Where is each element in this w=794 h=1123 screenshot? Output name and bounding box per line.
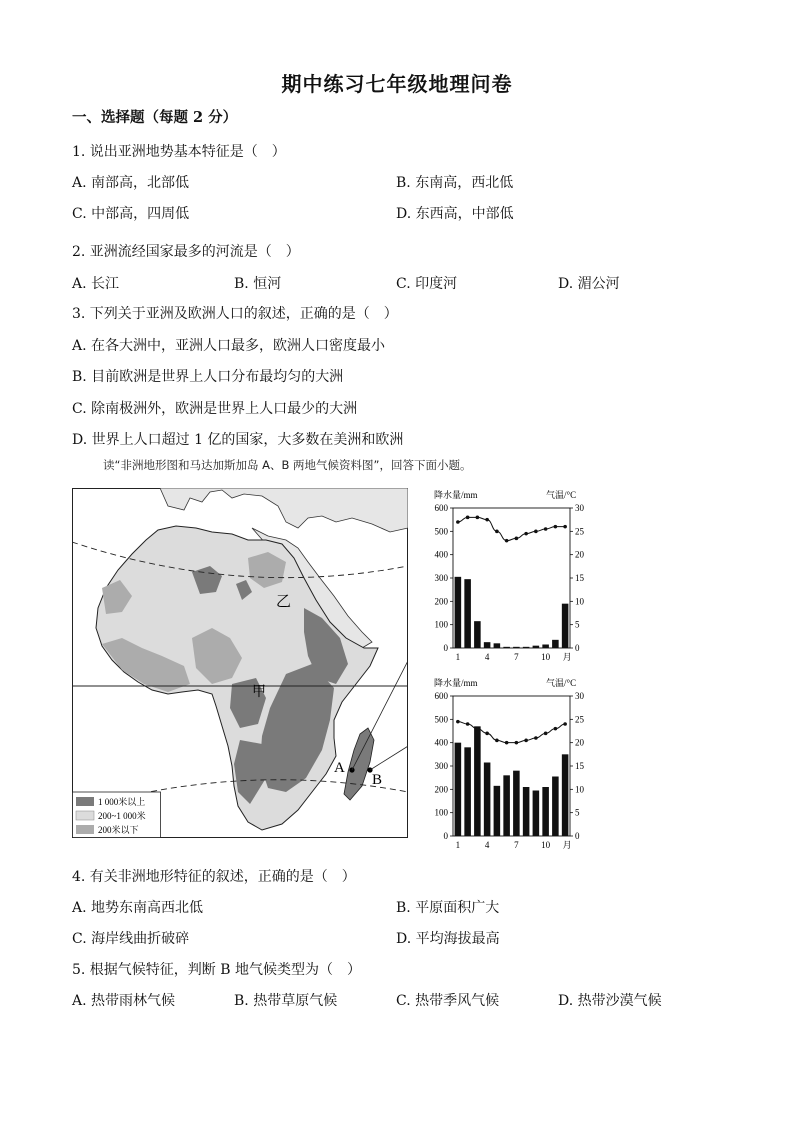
chart-a-y2tick-label: 10 — [575, 596, 584, 607]
legend-label-mid: 200~1 000米 — [98, 811, 146, 821]
chart-a-y2tick-label: 25 — [575, 526, 584, 537]
question-2-option-d[interactable]: D. 湄公河 — [558, 276, 620, 292]
chart-a-temperature-point — [563, 525, 567, 529]
chart-a-precip-bar — [523, 647, 530, 648]
chart-b-temperature-point — [476, 727, 480, 731]
chart-a-ytick-label: 100 — [434, 619, 448, 630]
legend-swatch-low — [76, 825, 94, 834]
question-5-option-b[interactable]: B. 热带草原气候 — [234, 993, 338, 1009]
chart-b-precip-bar — [484, 763, 491, 837]
chart-b-y2tick-label: 10 — [575, 784, 584, 795]
chart-b-temperature-line — [458, 722, 565, 743]
question-1-option-c[interactable]: C. 中部高，四周低 — [72, 206, 190, 222]
chart-a-temperature-point — [466, 516, 470, 520]
chart-a-precip-bar — [474, 621, 481, 648]
chart-a-precip-bar — [552, 640, 559, 648]
chart-a-temperature-point — [476, 516, 480, 520]
chart-b-precip-bar — [474, 726, 481, 836]
chart-a-y2tick-label: 30 — [575, 503, 584, 513]
question-3-option-a[interactable]: A. 在各大洲中，亚洲人口最多，欧洲人口密度最小 — [72, 338, 386, 354]
question-3-option-c[interactable]: C. 除南极洲外，欧洲是世界上人口最少的大洲 — [72, 401, 358, 417]
chart-b-temperature-point — [554, 727, 558, 731]
chart-a-xtick-label: 10 — [541, 652, 551, 662]
question-1-stem: 1. 说出亚洲地势基本特征是（ ） — [72, 144, 286, 160]
chart-b-y2label: 气温/°C — [546, 678, 577, 688]
chart-b-y2tick-label: 30 — [575, 691, 584, 701]
question-5-option-a[interactable]: A. 热带雨林气候 — [72, 993, 176, 1009]
chart-a-y2tick-label: 15 — [575, 573, 584, 583]
chart-b-xtick-unit: 月 — [562, 840, 572, 850]
chart-b-precip-bar — [494, 786, 501, 836]
chart-b-temperature-point — [505, 741, 509, 745]
chart-a-y2label: 气温/°C — [546, 490, 577, 500]
chart-b-y2tick-label: 25 — [575, 714, 584, 725]
chart-a-temperature-line — [458, 517, 565, 540]
chart-b-xtick-label: 4 — [484, 840, 490, 850]
question-2-option-a[interactable]: A. 长江 — [72, 276, 120, 292]
chart-a-precip-bar — [542, 645, 549, 649]
chart-b-ytick-label: 600 — [434, 691, 448, 701]
chart-b-precip-bar — [513, 771, 520, 836]
climate-chart-a — [420, 488, 590, 666]
chart-b-precip-bar — [552, 777, 559, 837]
chart-a-xtick-unit: 月 — [562, 652, 572, 662]
chart-b-precip-bar — [503, 775, 510, 836]
chart-a-y2tick-label: 20 — [575, 549, 584, 560]
chart-a-ytick-label: 200 — [434, 596, 448, 607]
chart-b-y2tick-label: 0 — [575, 831, 580, 841]
question-5-stem: 5. 根据气候特征，判断 B 地气候类型为（ ） — [72, 962, 361, 978]
chart-b-temperature-point — [515, 741, 519, 745]
chart-b-ytick-label: 500 — [434, 714, 448, 725]
chart-a-temperature-point — [495, 530, 499, 534]
chart-a-temperature-point — [485, 518, 489, 522]
chart-a-precip-bar — [494, 643, 501, 648]
chart-b-precip-bar — [533, 791, 540, 837]
page-title: 期中练习七年级地理问卷 — [281, 72, 513, 96]
question-5-option-d[interactable]: D. 热带沙漠气候 — [558, 993, 662, 1009]
question-4-stem: 4. 有关非洲地形特征的叙述，正确的是（ ） — [72, 869, 356, 885]
chart-a-xtick-label: 1 — [455, 652, 461, 662]
chart-a-ytick-label: 400 — [434, 549, 448, 560]
chart-b-ytick-label: 300 — [434, 761, 448, 771]
section-heading: 一、选择题（每题 2 分） — [72, 109, 238, 126]
chart-a-ylabel: 降水量/mm — [434, 490, 478, 500]
chart-a-temperature-point — [534, 530, 538, 534]
chart-b-temperature-point — [524, 739, 528, 743]
chart-b-y2tick-label: 5 — [575, 807, 580, 818]
chart-b-temperature-point — [466, 722, 470, 726]
chart-a-y2tick-label: 0 — [575, 643, 580, 653]
question-4-option-d[interactable]: D. 平均海拔最高 — [396, 931, 500, 947]
chart-b-precip-bar — [464, 747, 471, 836]
chart-a-ytick-label: 600 — [434, 503, 448, 513]
map-label-b: B — [372, 772, 383, 788]
chart-a-ytick-label: 300 — [434, 573, 448, 583]
legend-label-high: 1 000米以上 — [98, 797, 146, 807]
chart-a-precip-bar — [455, 577, 462, 648]
chart-a-temperature-point — [544, 527, 548, 531]
chart-a-temperature-point — [554, 525, 558, 529]
question-3-option-b[interactable]: B. 目前欧洲是世界上人口分布最均匀的大洲 — [72, 369, 344, 385]
chart-b-temperature-point — [495, 739, 499, 743]
figure-intro: 读“非洲地形图和马达加斯加岛 A、B 两地气候资料图”，回答下面小题。 — [103, 458, 472, 472]
question-4-option-a[interactable]: A. 地势东南高西北低 — [72, 900, 204, 916]
chart-b-temperature-point — [485, 732, 489, 736]
chart-a-precip-bar — [503, 647, 510, 648]
chart-b-temperature-point — [534, 736, 538, 740]
chart-b-temperature-point — [456, 720, 460, 724]
chart-a-precip-bar — [533, 646, 540, 648]
chart-a-ytick-label: 0 — [443, 643, 448, 653]
question-3-stem: 3. 下列关于亚洲及欧洲人口的叙述，正确的是（ ） — [72, 306, 398, 322]
question-1-option-b[interactable]: B. 东南高，西北低 — [396, 175, 514, 191]
chart-b-xtick-label: 1 — [455, 840, 461, 850]
chart-a-precip-bar — [513, 647, 520, 648]
question-5-option-c[interactable]: C. 热带季风气候 — [396, 993, 500, 1009]
question-1-option-d[interactable]: D. 东西高，中部低 — [396, 206, 514, 222]
chart-a-y2tick-label: 5 — [575, 619, 580, 630]
legend-label-low: 200米以下 — [98, 825, 139, 835]
chart-b-ytick-label: 0 — [443, 831, 448, 841]
chart-b-y2tick-label: 20 — [575, 737, 584, 748]
chart-b-precip-bar — [523, 787, 530, 836]
chart-b-precip-bar — [455, 743, 462, 836]
chart-b-xtick-label: 10 — [541, 840, 551, 850]
legend-swatch-high — [76, 797, 94, 806]
chart-b-precip-bar — [562, 754, 569, 836]
map-legend — [73, 792, 161, 838]
chart-a-ytick-label: 500 — [434, 526, 448, 537]
question-4-option-c[interactable]: C. 海岸线曲折破碎 — [72, 931, 190, 947]
africa-map — [72, 488, 408, 838]
map-label-jia: 甲 — [252, 685, 266, 700]
question-2-option-c[interactable]: C. 印度河 — [396, 276, 458, 292]
chart-b-ytick-label: 100 — [434, 807, 448, 818]
chart-b-temperature-point — [544, 732, 548, 736]
question-1-option-a[interactable]: A. 南部高，北部低 — [72, 175, 190, 191]
chart-b-temperature-point — [563, 722, 567, 726]
climate-chart-b — [420, 676, 590, 854]
question-3-option-d[interactable]: D. 世界上人口超过 1 亿的国家，大多数在美洲和欧洲 — [72, 432, 404, 448]
chart-a-temperature-point — [456, 520, 460, 524]
chart-b-xtick-label: 7 — [514, 840, 519, 850]
chart-a-temperature-point — [505, 539, 509, 543]
question-2-stem: 2. 亚洲流经国家最多的河流是（ ） — [72, 244, 300, 260]
question-2-option-b[interactable]: B. 恒河 — [234, 276, 282, 292]
chart-a-xtick-label: 4 — [484, 652, 490, 662]
chart-a-temperature-point — [524, 532, 528, 536]
chart-b-precip-bar — [542, 787, 549, 836]
chart-b-ylabel: 降水量/mm — [434, 678, 478, 688]
chart-a-precip-bar — [464, 579, 471, 648]
chart-a-xtick-label: 7 — [514, 652, 519, 662]
chart-b-y2tick-label: 15 — [575, 761, 584, 771]
chart-b-ytick-label: 400 — [434, 737, 448, 748]
chart-a-temperature-point — [515, 537, 519, 541]
question-4-option-b[interactable]: B. 平原面积广大 — [396, 900, 500, 916]
chart-a-precip-bar — [562, 604, 569, 648]
chart-a-precip-bar — [484, 642, 491, 648]
legend-swatch-mid — [76, 811, 94, 820]
map-label-a: A — [334, 760, 345, 776]
map-label-yi: 乙 — [276, 594, 292, 610]
chart-b-ytick-label: 200 — [434, 784, 448, 795]
